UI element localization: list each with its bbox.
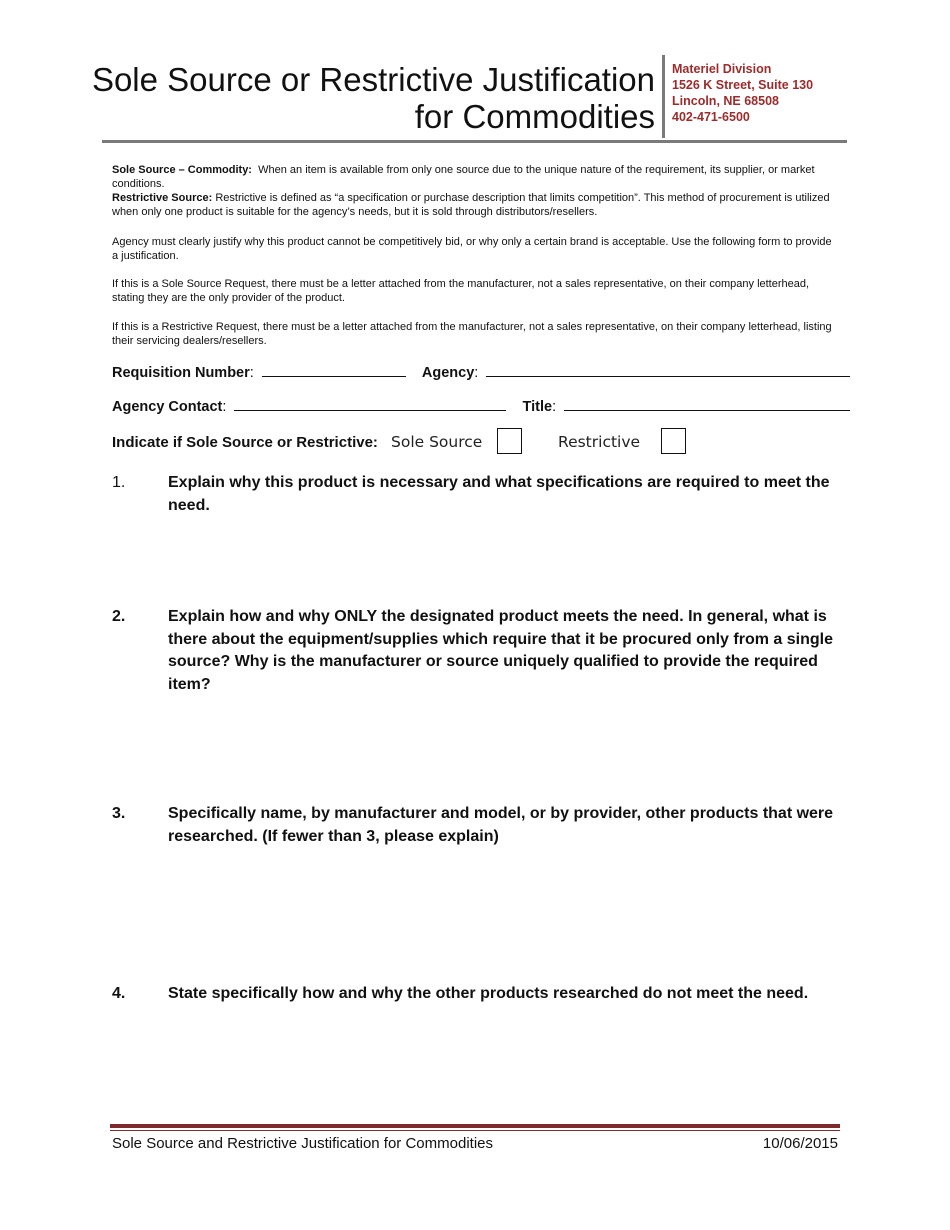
justify-instructions: Agency must clearly justify why this product cannot be competitively bid, or why only a certain brand is acceptable. Use the following form to provide a justification. xyxy=(112,236,832,262)
sole-source-label: Sole Source – Commodity: xyxy=(112,164,252,176)
restrictive-definition xyxy=(112,191,840,219)
address-division: Materiel Division xyxy=(672,62,772,76)
title-label: Title xyxy=(522,399,553,415)
requisition-number-field[interactable] xyxy=(262,363,406,377)
question-2-number: 2. xyxy=(112,608,126,625)
sole-source-text: When an item is available from only one source due to the unique nature of the requirement, its supplier, or market conditions. xyxy=(112,164,815,190)
contact-title-row: Agency Contact: Title: xyxy=(112,397,850,415)
sole-source-checkbox[interactable] xyxy=(497,428,522,454)
header-divider xyxy=(662,55,665,138)
page-title-line1: Sole Source or Restrictive Justification xyxy=(91,61,655,98)
question-3-number: 3. xyxy=(112,805,126,822)
agency-field[interactable] xyxy=(486,363,850,377)
source-type-row xyxy=(112,430,712,458)
address-block xyxy=(672,61,813,125)
indicate-label: Indicate if Sole Source or Restrictive: xyxy=(112,434,378,451)
page-title-line2: for Commodities xyxy=(414,98,655,135)
question-4-text: State specifically how and why the other products researched do not meet the need. xyxy=(168,985,809,1002)
question-1-text: Explain why this product is necessary and what specifications are required to meet the need. xyxy=(168,474,830,514)
restrictive-label: Restrictive Source: xyxy=(112,192,213,204)
agency-contact-field[interactable] xyxy=(234,397,506,411)
requisition-agency-row: Requisition Number: Agency: xyxy=(112,363,850,381)
address-city: Lincoln, NE 68508 xyxy=(672,94,779,108)
page-header xyxy=(91,55,847,143)
requisition-label: Requisition Number xyxy=(112,365,250,381)
sole-letter-instructions: If this is a Sole Source Request, there must be a letter attached from the manufacturer, not a sales representative, on their company letterhead, stating they are the only provider of the product. xyxy=(112,278,810,304)
address-phone: 402-471-6500 xyxy=(672,110,750,124)
sole-source-option-label: Sole Source xyxy=(391,433,483,451)
sole-source-definition xyxy=(112,163,840,191)
page-title xyxy=(92,61,655,135)
restrictive-option-label: Restrictive xyxy=(558,433,641,451)
restrictive-letter-instructions: If this is a Restrictive Request, there must be a letter attached from the manufacturer, not a sales representative, on their company letterhead, listing their servicing dealers/resellers. xyxy=(112,321,832,347)
question-2-text: Explain how and why ONLY the designated product meets the need. In general, what is there about the equipment/supplies which require that it be procured only from a single source? Why is the manufacturer or source uniquely qualified to provide the required item? xyxy=(168,608,833,693)
question-3-text: Specifically name, by manufacturer and model, or by provider, other products that were researched. (If fewer than 3, please explain) xyxy=(168,805,834,845)
footer-rule-thin xyxy=(110,1130,840,1131)
address-street: 1526 K Street, Suite 130 xyxy=(672,78,814,92)
agency-contact-label: Agency Contact xyxy=(112,399,223,415)
footer-rule xyxy=(110,1124,840,1128)
restrictive-checkbox[interactable] xyxy=(661,428,686,454)
question-1-number: 1. xyxy=(112,474,126,491)
agency-label: Agency xyxy=(421,365,475,381)
title-field[interactable] xyxy=(564,397,850,411)
question-4-number: 4. xyxy=(112,985,126,1002)
footer-date: 10/06/2015 xyxy=(762,1135,838,1152)
restrictive-text: Restrictive is defined as “a specification or purchase description that limits competition”. This method of procurement is utilized when only one product is suitable for the agency’s needs, but it is sold through distributors/resellers. xyxy=(112,192,830,218)
footer-title: Sole Source and Restrictive Justification for Commodities xyxy=(112,1135,493,1152)
